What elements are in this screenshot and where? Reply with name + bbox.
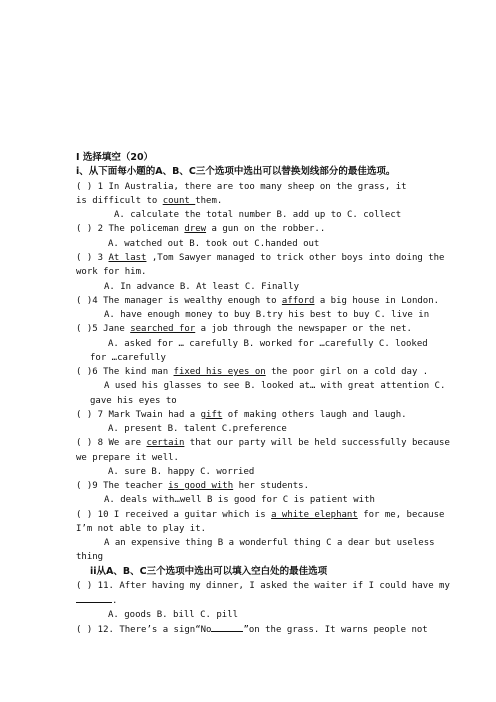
question-1: ( ) 1 In Australia, there are too many sheep on the grass, it [76, 182, 407, 192]
underlined-word: fixed his eyes on [173, 367, 266, 377]
question-5-options: A. asked for … carefully B. worked for …carefully C. looked [108, 339, 428, 349]
question-9: ( )9 The teacher is good with her students. [76, 481, 310, 491]
question-10-options-cont: thing [76, 552, 104, 562]
question-2-options: A. watched out B. took out C.handed out [108, 239, 320, 249]
underlined-word: is good with [168, 481, 234, 491]
question-6: ( )6 The kind man fixed his eyes on the poor girl on a cold day . [76, 367, 429, 377]
part1-instruction: i、从下面每小题的A、B、C三个选项中选出可以替换划线部分的最佳选项。 [76, 166, 396, 177]
question-9-options: A. deals with…well B is good for C is patient with [104, 495, 375, 505]
question-2: ( ) 2 The policeman drew a gun on the robber.. [76, 224, 326, 234]
part2-instruction: ii从A、B、C三个选项中选出可以填入空白处的最佳选项 [90, 566, 328, 577]
underlined-word: drew [184, 224, 207, 234]
underlined-word: a white elephant [271, 510, 358, 520]
question-11-cont: . [76, 594, 428, 607]
underlined-word: At last [108, 253, 147, 263]
underlined-word: gift [200, 410, 223, 420]
underlined-word: certain [146, 438, 185, 448]
question-10-options: A an expensive thing B a wonderful thing C a dear but useless [104, 538, 435, 548]
underlined-word: searched for [130, 324, 196, 334]
question-1-cont: is difficult to count them. [76, 196, 223, 206]
question-1-options: A. calculate the total number B. add up to C. collect [114, 210, 402, 220]
question-10-cont: I’m not able to play it. [76, 524, 207, 534]
answer-blank [211, 623, 243, 632]
question-12: ( ) 12. There’s a sign“No ”on the grass. It warns people not [76, 625, 428, 635]
question-4: ( )4 The manager is wealthy enough to afford a big house in London. [76, 296, 440, 306]
question-7-options: A. present B. talent C.preference [108, 424, 287, 434]
question-8-options: A. sure B. happy C. worried [108, 467, 255, 477]
underlined-word: count [162, 196, 196, 206]
question-5: ( )5 Jane searched for a job through the newspaper or the net. [76, 324, 412, 334]
underlined-word: afford [281, 296, 315, 306]
question-8: ( ) 8 We are certain that our party will be held successfully because [76, 438, 450, 448]
section-title: I 选择填空（20） [76, 152, 154, 163]
question-11: ( ) 11. After having my dinner, I asked the waiter if I could have my [76, 581, 450, 591]
question-6-options-cont: gave his eyes to [90, 396, 177, 406]
question-4-options: A. have enough money to buy B.try his best to buy C. live in [104, 310, 430, 320]
question-7: ( ) 7 Mark Twain had a gift of making others laugh and laugh. [76, 410, 407, 420]
question-3-options: A. In advance B. At least C. Finally [104, 282, 300, 292]
question-3-cont: work for him. [76, 267, 147, 277]
question-10: ( ) 10 I received a guitar which is a white elephant for me, because [76, 510, 445, 520]
question-3: ( ) 3 At last ,Tom Sawyer managed to trick other boys into doing the [76, 253, 445, 263]
question-6-options: A used his glasses to see B. looked at… with great attention C. [104, 381, 446, 391]
question-5-options-cont: for …carefully [90, 353, 166, 363]
question-8-cont: we prepare it well. [76, 453, 179, 463]
answer-blank [76, 594, 112, 603]
question-11-options: A. goods B. bill C. pill [108, 610, 239, 620]
